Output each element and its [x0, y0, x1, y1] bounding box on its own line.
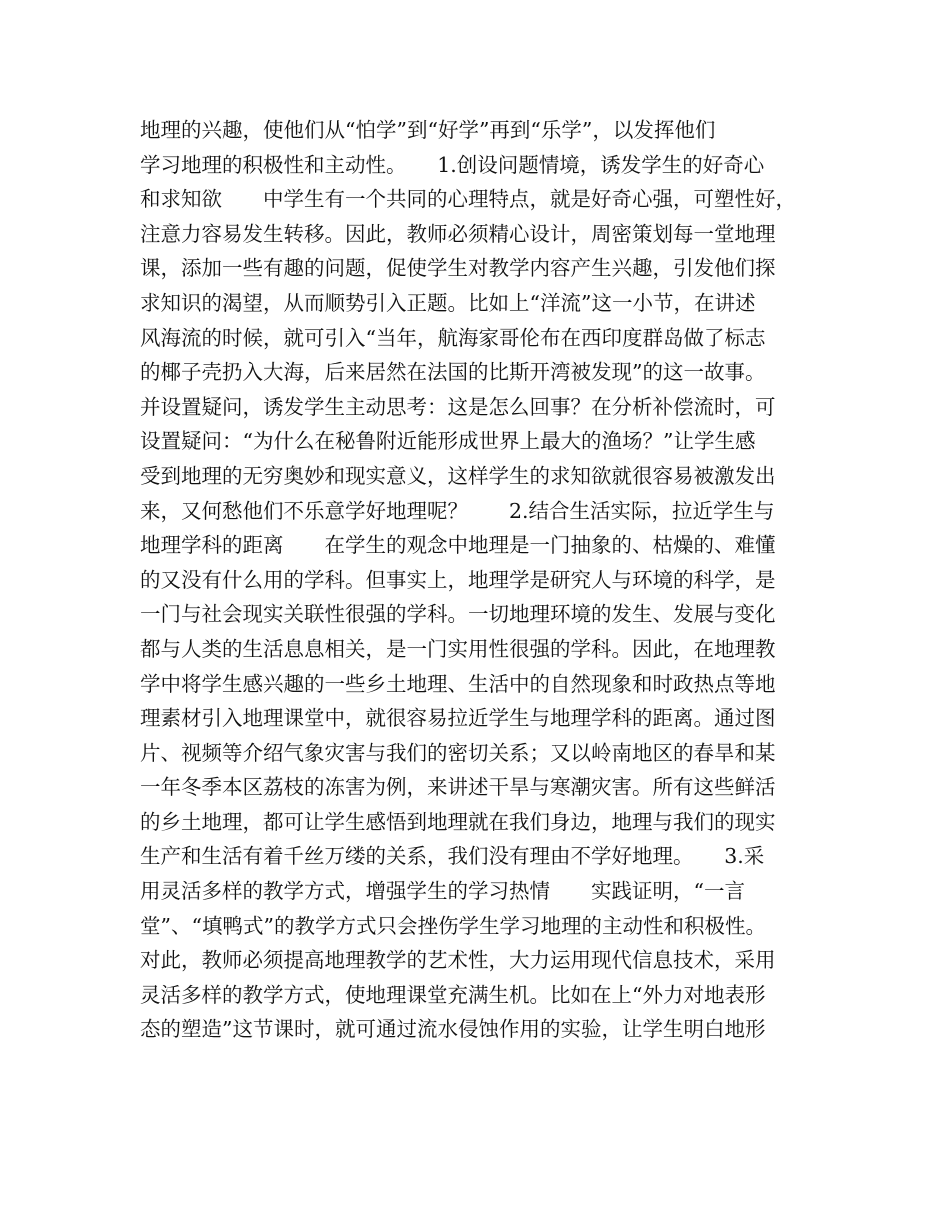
text-line: 地理的兴趣，使他们从“怕学”到“好学”再到“乐学”，以发挥他们	[140, 118, 716, 142]
text-line: 的又没有什么用的学科。但事实上，地理学是研究人与环境的科学，是	[140, 567, 776, 592]
text-line: 受到地理的无穷奥妙和现实意义，这样学生的求知欲就很容易被激发出	[140, 463, 776, 488]
text-line: 对此，教师必须提高地理教学的艺术性，大力运用现代信息技术，采用	[140, 948, 776, 973]
text-line: 都与人类的生活息息相关，是一门实用性很强的学科。因此，在地理教	[140, 636, 776, 661]
text-line: 和求知欲 中学生有一个共同的心理特点，就是好奇心强，可塑性好，	[140, 187, 796, 212]
text-line: 灵活多样的教学方式，使地理课堂充满生机。比如在上“外力对地表形	[140, 982, 766, 1007]
text-line: 学中将学生感兴趣的一些乡土地理、生活中的自然现象和时政热点等地	[140, 671, 776, 696]
text-line: 课，添加一些有趣的问题，促使学生对教学内容产生兴趣，引发他们探	[140, 256, 776, 281]
text-line: 片、视频等介绍气象灾害与我们的密切关系；又以岭南地区的春旱和某	[140, 740, 776, 765]
text-line: 设置疑问：“为什么在秘鲁附近能形成世界上最大的渔场？”让学生感	[140, 429, 756, 454]
text-line: 的乡土地理，都可让学生感悟到地理就在我们身边，地理与我们的现实	[140, 809, 776, 834]
text-line: 注意力容易发生转移。因此，教师必须精心设计，周密策划每一堂地理	[140, 221, 776, 246]
text-line: 的椰子壳扔入大海，后来居然在法国的比斯开湾被发现”的这一故事。	[140, 360, 766, 385]
text-line: 理素材引入地理课堂中，就很容易拉近学生与地理学科的距离。通过图	[140, 706, 776, 731]
text-line: 并设置疑问，诱发学生主动思考：这是怎么回事？在分析补偿流时，可	[140, 394, 776, 419]
text-line: 风海流的时候，就可引入“当年，航海家哥伦布在西印度群岛做了标志	[140, 325, 766, 350]
text-line: 求知识的渴望，从而顺势引入正题。比如上“洋流”这一小节，在讲述	[140, 290, 756, 315]
body-text	[140, 113, 830, 1047]
text-line: 一门与社会现实关联性很强的学科。一切地理环境的发生、发展与变化	[140, 602, 776, 627]
text-line: 态的塑造”这节课时，就可通过流水侵蚀作用的实验，让学生明白地形	[140, 1017, 766, 1042]
text-line: 堂”、“填鸭式”的教学方式只会挫伤学生学习地理的主动性和积极性。	[140, 913, 766, 938]
text-line: 生产和生活有着千丝万缕的关系，我们没有理由不学好地理。 3.采	[140, 844, 765, 869]
text-line: 地理学科的距离 在学生的观念中地理是一门抽象的、枯燥的、难懂	[140, 533, 776, 558]
text-line: 学习地理的积极性和主动性。 1.创设问题情境，诱发学生的好奇心	[140, 152, 765, 177]
text-line: 来，又何愁他们不乐意学好地理呢？ 2.结合生活实际，拉近学生与	[140, 498, 775, 523]
text-line: 用灵活多样的教学方式，增强学生的学习热情 实践证明，“一言	[140, 879, 745, 904]
text-line: 一年冬季本区荔枝的冻害为例，来讲述干旱与寒潮灾害。所有这些鲜活	[140, 775, 776, 800]
